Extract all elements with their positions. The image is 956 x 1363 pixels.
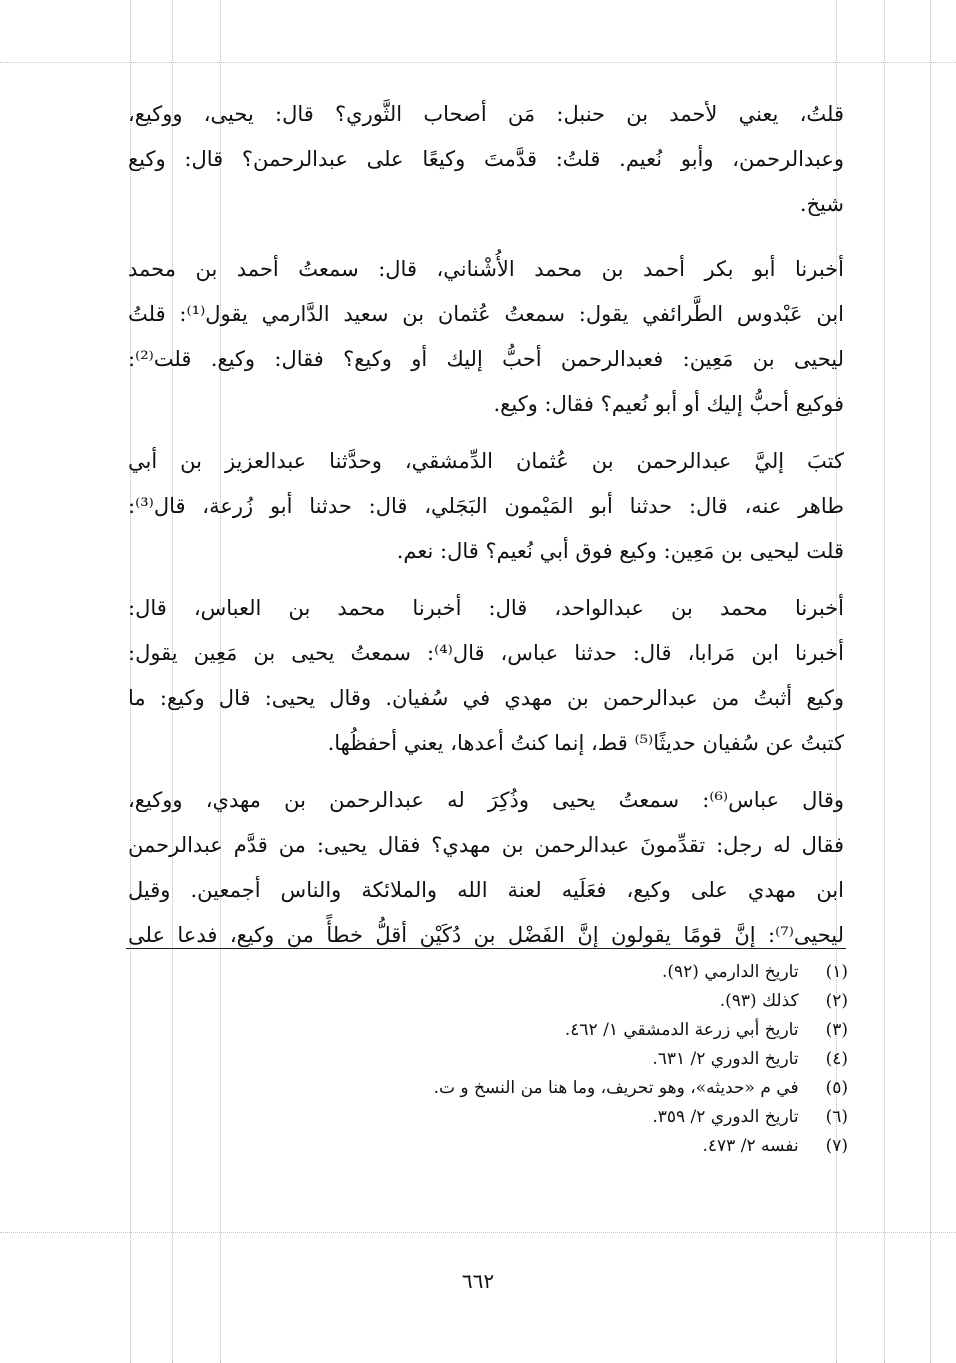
text-line: قلت ليحيى بن مَعِين: وكيع فوق أبي نُعيم؟ قال: نعم.	[396, 539, 844, 563]
text-line: وعبدالرحمن، وأبو نُعيم. قلتُ: قدَّمتَ وكيعًا على عبدالرحمن؟ قال: وكيع	[128, 147, 844, 171]
paragraph	[128, 247, 844, 427]
footnote-text: في م «حديثه»، وهو تحريف، وما هنا من النسخ و ت.	[433, 1078, 799, 1098]
footnote-number: (٢)	[825, 991, 848, 1011]
text-line: شيخ.	[799, 192, 844, 216]
text-line: طاهر عنه، قال: حدثنا أبو المَيْمون البَجَلي، قال: حدثنا أبو زُرعة، قال⁽³⁾:	[128, 494, 844, 518]
footnote-rule	[126, 948, 846, 949]
text-line: أخبرنا محمد بن عبدالواحد، قال: أخبرنا محمد بن العباس، قال:	[128, 596, 844, 620]
text-line: فقال له رجل: تقدِّمونَ عبدالرحمن بن مهدي؟ فقال يحيى: من قدَّم عبدالرحمن	[128, 833, 844, 857]
text-line: فوكيع أحبُّ إليك أو أبو نُعيم؟ فقال: وكيع.	[493, 392, 844, 416]
paragraph	[128, 439, 844, 574]
scan-guide	[0, 62, 956, 63]
text-line: كتبتُ عن سُفيان حديثًا⁽⁵⁾ قط، إنما كنتُ أعدها، يعني أحفظُها.	[327, 731, 844, 755]
footnote	[288, 1045, 848, 1074]
footnote-text: نفسه ٢/ ٤٧٣.	[702, 1136, 799, 1156]
footnote-text: تاريخ الدوري ٢/ ٣٥٩.	[652, 1107, 799, 1127]
text-line: ليحيى بن مَعِين: فعبدالرحمن أحبُّ إليك أو وكيع؟ فقال: وكيع. قلت⁽²⁾:	[128, 347, 844, 371]
footnote	[288, 1016, 848, 1045]
text-line: قلتُ، يعني لأحمد بن حنبل: مَن أصحاب الثَّوري؟ قال: يحيى، ووكيع،	[128, 102, 844, 126]
text-line: أخبرنا ابن مَرابا، قال: حدثنا عباس، قال⁽⁴⁾: سمعتُ يحيى بن مَعِين يقول:	[128, 641, 844, 665]
text-line: ابن عَبْدوس الطَّرائفي يقول: سمعتُ عُثمان بن سعيد الدَّارمي يقول⁽¹⁾: قلتُ	[128, 302, 844, 326]
footnote	[288, 1103, 848, 1132]
scan-guide	[930, 0, 931, 1363]
footnote	[288, 1074, 848, 1103]
paragraph	[128, 586, 844, 766]
footnote	[288, 958, 848, 987]
footnote	[288, 1132, 848, 1161]
paragraph	[128, 778, 844, 958]
paragraph	[128, 92, 844, 227]
footnotes	[288, 958, 848, 1161]
footnote-number: (٤)	[825, 1049, 848, 1069]
footnote-number: (٦)	[825, 1107, 848, 1127]
text-line: ابن مهدي على وكيع، فعَلَيه لعنة الله والملائكة والناس أجمعين. وقيل	[128, 878, 844, 902]
footnote-text: تاريخ الدارمي (٩٢).	[661, 962, 799, 982]
text-line: أخبرنا أبو بكر أحمد بن محمد الأُشْناني، قال: سمعتُ أحمد بن محمد	[128, 257, 844, 281]
footnote-text: كذلك (٩٣).	[719, 991, 799, 1011]
scan-guide	[884, 0, 885, 1363]
footnote-text: تاريخ أبي زرعة الدمشقي ١/ ٤٦٢.	[564, 1020, 799, 1040]
footnote	[288, 987, 848, 1016]
footnote-number: (٥)	[825, 1078, 848, 1098]
text-line: وقال عباس⁽⁶⁾: سمعتُ يحيى وذُكِرَ له عبدالرحمن بن مهدي، ووكيع،	[128, 788, 844, 812]
footnote-number: (٣)	[825, 1020, 848, 1040]
text-line: ليحيى⁽⁷⁾: إنَّ قومًا يقولون إنَّ الفَضْل بن دُكَيْن أقلُّ خطأً من وكيع، فدعا على	[128, 923, 844, 947]
footnote-text: تاريخ الدوري ٢/ ٦٣١.	[652, 1049, 799, 1069]
footnote-number: (٧)	[825, 1136, 848, 1156]
main-text	[128, 92, 844, 970]
text-line: وكيع أثبتُ من عبدالرحمن بن مهدي في سُفيان. وقال يحيى: قال وكيع: ما	[128, 686, 844, 710]
text-line: كتبَ إليَّ عبدالرحمن بن عُثمان الدِّمشقي، وحدَّثنا عبدالعزيز بن أبي	[128, 449, 844, 473]
scan-guide	[0, 1232, 956, 1233]
page-number: ٦٦٢	[461, 1269, 495, 1293]
footnote-number: (١)	[825, 962, 848, 982]
